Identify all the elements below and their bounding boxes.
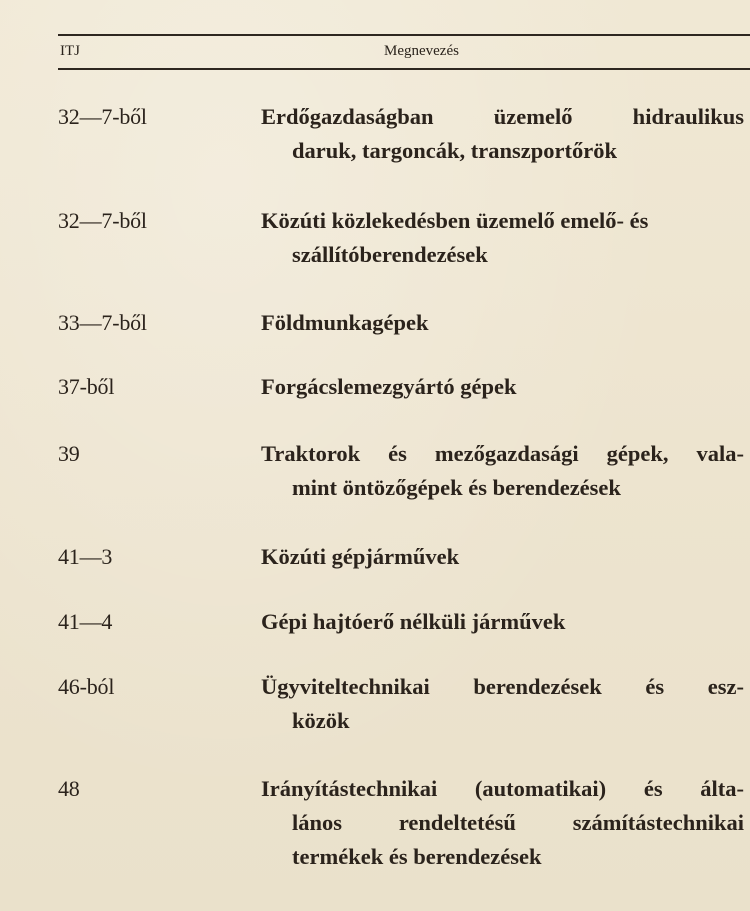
description-line: lános rendeltetésű számítástechnikai (292, 810, 744, 835)
description-line: Gépi hajtóerő nélküli járművek (261, 609, 566, 634)
row-description (261, 540, 744, 574)
row-description (261, 100, 744, 168)
column-header-name: Megnevezés (384, 43, 459, 59)
row-description (261, 306, 744, 340)
row-code: 33—7-ből (58, 310, 147, 335)
column-header-itj: ITJ (60, 43, 80, 59)
description-line: közök (292, 708, 350, 733)
description-line: Ügyviteltechnikai berendezések és esz- (261, 674, 744, 699)
row-code: 48 (58, 776, 80, 801)
table-header-rule (58, 68, 750, 70)
row-description (261, 772, 744, 874)
row-description (261, 670, 744, 738)
row-description (261, 437, 744, 505)
description-line: Közúti gépjárművek (261, 544, 460, 569)
description-line: Erdőgazdaságban üzemelő hidraulikus (261, 104, 744, 129)
row-code: 41—4 (58, 609, 113, 634)
row-code: 46-ból (58, 674, 115, 699)
description-line: Irányítástechnikai (automatikai) és álta- (261, 776, 744, 801)
row-code: 39 (58, 441, 80, 466)
row-code: 32—7-ből (58, 104, 147, 129)
description-line: daruk, targoncák, transzportőrök (292, 138, 617, 163)
description-line: Forgácslemezgyártó gépek (261, 374, 517, 399)
description-line: szállítóberendezések (292, 242, 488, 267)
description-line: mint öntözőgépek és berendezések (292, 475, 621, 500)
description-line: termékek és berendezések (292, 844, 542, 869)
row-description (261, 605, 744, 639)
table-top-rule (58, 34, 750, 36)
description-line: Földmunkagépek (261, 310, 429, 335)
description-line: Közúti közlekedésben üzemelő emelő- és (261, 208, 649, 233)
row-description (261, 204, 744, 272)
row-code: 41—3 (58, 544, 113, 569)
row-code: 32—7-ből (58, 208, 147, 233)
row-description (261, 370, 744, 404)
description-line: Traktorok és mezőgazdasági gépek, vala- (261, 441, 744, 466)
row-code: 37-ből (58, 374, 115, 399)
